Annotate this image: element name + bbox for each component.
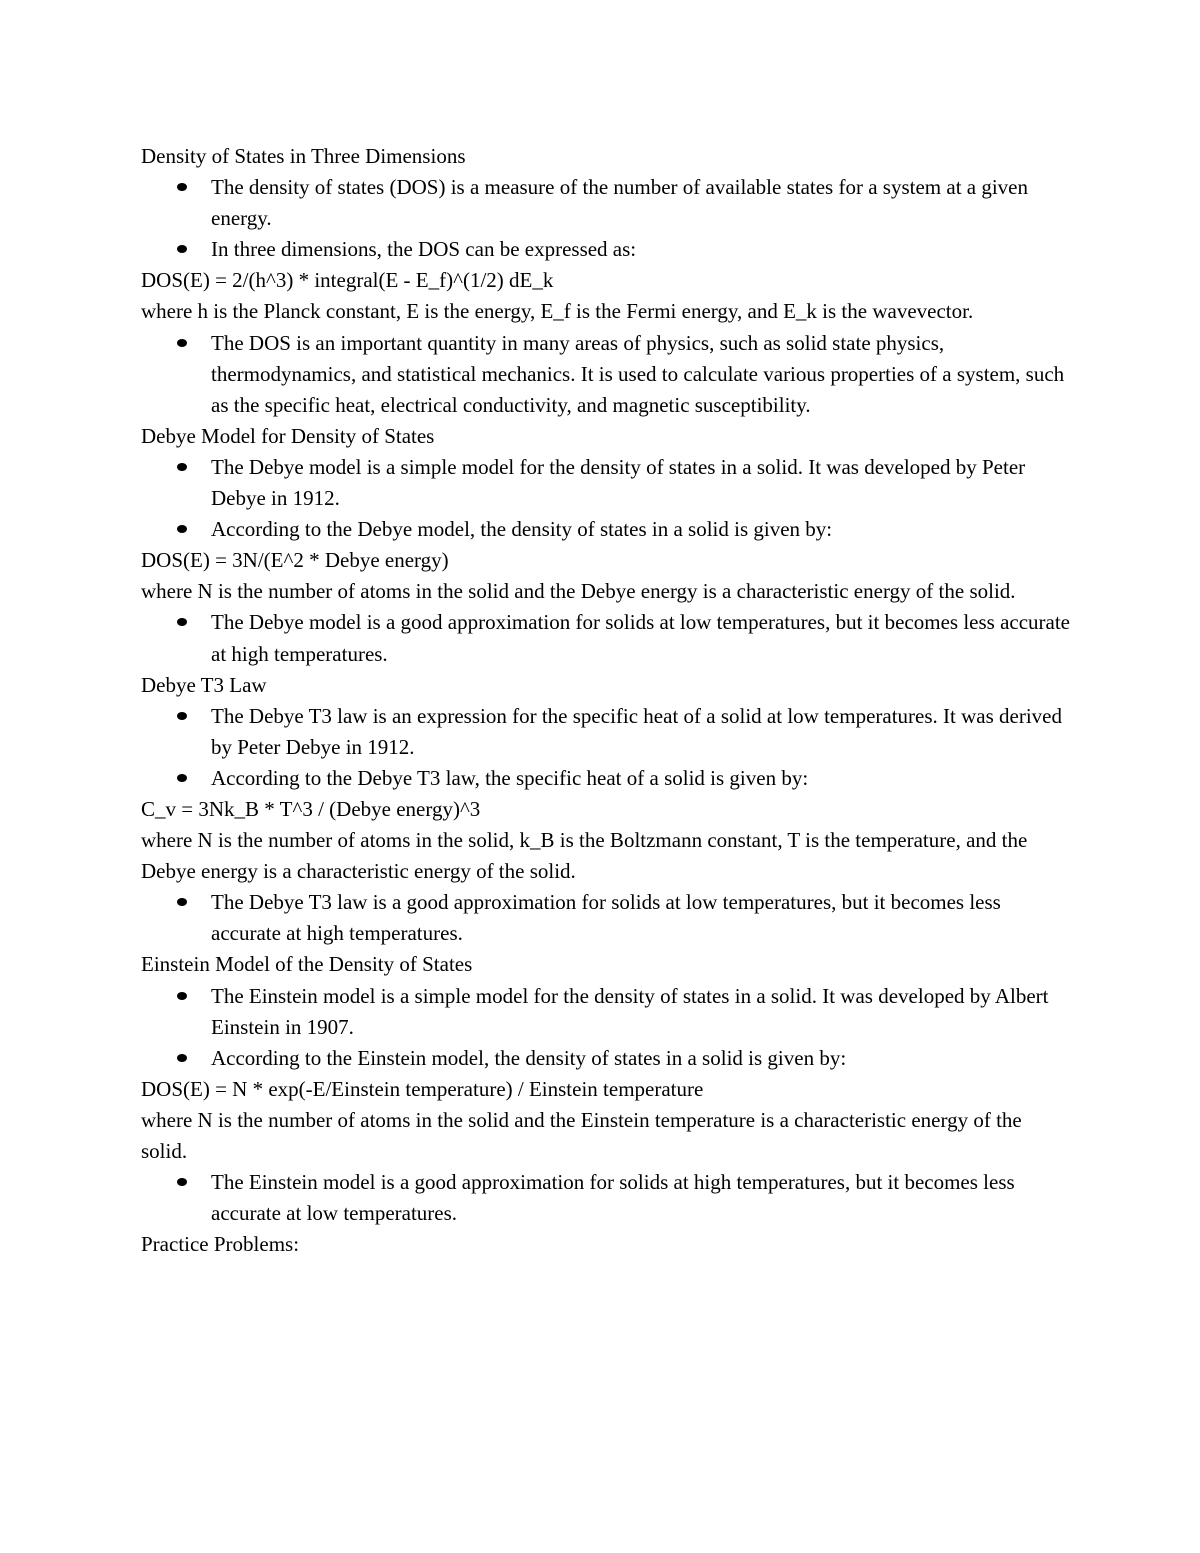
bullet-item: The Debye T3 law is an expression for the specific heat of a solid at low temperatures. It was derived by Peter Debye in 1912. xyxy=(211,701,1071,763)
bullet-item: In three dimensions, the DOS can be expressed as: xyxy=(211,234,1071,265)
formula: DOS(E) = N * exp(-E/Einstein temperature) / Einstein temperature xyxy=(141,1076,704,1101)
bullet-list xyxy=(141,328,1071,421)
bullet-item: According to the Einstein model, the density of states in a solid is given by: xyxy=(211,1043,1071,1074)
section-heading: Density of States in Three Dimensions xyxy=(141,144,466,168)
bullet-list xyxy=(141,701,1071,794)
document-body xyxy=(141,141,1071,1260)
bullet-list xyxy=(141,607,1071,669)
bullet-item: The Einstein model is a simple model for the density of states in a solid. It was developed by Albert Einstein in 1907. xyxy=(211,981,1071,1043)
formula: DOS(E) = 2/(h^3) * integral(E - E_f)^(1/2) dE_k xyxy=(141,268,554,293)
formula-explanation: where N is the number of atoms in the solid and the Debye energy is a characteristic energy of the solid. xyxy=(141,579,1016,604)
section-debye-model xyxy=(141,421,1071,670)
bullet-item: The density of states (DOS) is a measure of the number of available states for a system at a given energy. xyxy=(211,172,1071,234)
bullet-list xyxy=(141,172,1071,265)
bullet-list xyxy=(141,981,1071,1074)
bullet-item: The Debye model is a good approximation for solids at low temperatures, but it becomes less accurate at high temperatures. xyxy=(211,607,1071,669)
bullet-list xyxy=(141,1167,1071,1229)
bullet-item: The Debye model is a simple model for the density of states in a solid. It was developed by Peter Debye in 1912. xyxy=(211,452,1071,514)
bullet-item: The Einstein model is a good approximation for solids at high temperatures, but it becomes less accurate at low temperatures. xyxy=(211,1167,1071,1229)
section-debye-t3-law xyxy=(141,670,1071,950)
bullet-list xyxy=(141,887,1071,949)
formula: C_v = 3Nk_B * T^3 / (Debye energy)^3 xyxy=(141,796,481,821)
section-heading: Einstein Model of the Density of States xyxy=(141,952,473,977)
bullet-item: According to the Debye T3 law, the specific heat of a solid is given by: xyxy=(211,763,1071,794)
bullet-item: The DOS is an important quantity in many areas of physics, such as solid state physics, thermodynamics, and statistical mechanics. It is used to calculate various properties of a system, such as the specific heat, electrical conductivity, and magnetic susceptibility. xyxy=(211,328,1071,421)
bullet-item: According to the Debye model, the density of states in a solid is given by: xyxy=(211,514,1071,545)
formula-explanation: where N is the number of atoms in the solid and the Einstein temperature is a characteristic energy of the solid. xyxy=(141,1107,1022,1163)
section-dos-3d xyxy=(141,141,1071,421)
section-heading: Debye T3 Law xyxy=(141,672,267,697)
formula: DOS(E) = 3N/(E^2 * Debye energy) xyxy=(141,548,449,573)
practice-problems-heading: Practice Problems: xyxy=(141,1232,300,1257)
bullet-item: The Debye T3 law is a good approximation for solids at low temperatures, but it becomes less accurate at high temperatures. xyxy=(211,887,1071,949)
section-einstein-model xyxy=(141,949,1071,1229)
formula-explanation: where h is the Planck constant, E is the energy, E_f is the Fermi energy, and E_k is the wavevector. xyxy=(141,299,974,324)
formula-explanation: where N is the number of atoms in the solid, k_B is the Boltzmann constant, T is the temperature, and the Debye energy is a characteristic energy of the solid. xyxy=(141,828,1028,884)
section-heading: Debye Model for Density of States xyxy=(141,423,435,448)
bullet-list xyxy=(141,452,1071,545)
